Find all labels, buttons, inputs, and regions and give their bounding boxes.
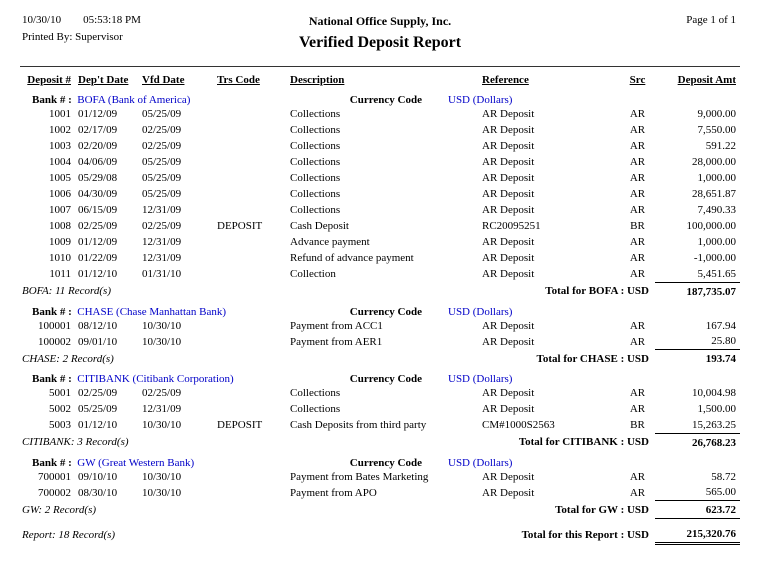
reference: AR Deposit xyxy=(482,172,535,184)
reference: AR Deposit xyxy=(482,108,535,120)
verified-date: 05/25/09 xyxy=(142,172,182,184)
bank-total-amount: 623.72 xyxy=(655,501,740,519)
deposit-row xyxy=(20,266,740,282)
deposit-amount: 167.94 xyxy=(705,319,736,332)
bank-total-amount: 187,735.07 xyxy=(655,282,740,300)
bank-total-label: Total for GW : USD xyxy=(555,504,649,516)
bank-name: CITIBANK (Citibank Corporation) xyxy=(77,373,234,385)
bank-group-header-row xyxy=(20,451,740,469)
deposit-date: 02/25/09 xyxy=(78,220,118,232)
deposit-number: 1003 xyxy=(49,140,71,152)
deposit-number: 1004 xyxy=(49,156,71,168)
deposit-date: 08/30/10 xyxy=(78,486,118,499)
deposit-row xyxy=(20,122,740,138)
print-date: 10/30/10 xyxy=(22,14,62,26)
printed-by: Printed By: Supervisor xyxy=(22,31,123,43)
trs-code xyxy=(215,485,285,501)
bank-cell xyxy=(20,300,285,318)
deposit-amount: 7,550.00 xyxy=(697,124,736,136)
column-header-deposit-amount: Deposit Amt xyxy=(677,74,736,86)
bank-group-footer-row xyxy=(20,350,740,368)
page-header xyxy=(20,12,740,64)
trs-code xyxy=(215,106,285,122)
column-header-deposit-number: Deposit # xyxy=(27,74,71,86)
deposit-date: 04/06/09 xyxy=(78,156,118,168)
source-code: AR xyxy=(629,188,646,200)
report-total-row xyxy=(20,519,740,544)
deposit-number: 1002 xyxy=(49,124,71,136)
trs-code xyxy=(215,250,285,266)
deposit-amount: 5,451.65 xyxy=(697,267,736,280)
deposit-number: 5001 xyxy=(49,387,71,399)
bank-record-count: CHASE: 2 Record(s) xyxy=(22,352,114,365)
description: Collections xyxy=(290,140,341,152)
deposit-date: 02/25/09 xyxy=(78,387,118,399)
currency-value: USD (Dollars) xyxy=(448,305,513,318)
bank-group-header-row xyxy=(20,300,740,318)
deposit-row xyxy=(20,318,740,334)
deposit-row xyxy=(20,106,740,122)
deposit-row xyxy=(20,485,740,501)
deposit-row xyxy=(20,218,740,234)
trs-code xyxy=(215,170,285,186)
source-code: BR xyxy=(630,419,645,431)
report-heading xyxy=(20,14,740,52)
currency-code-label: Currency Code xyxy=(349,305,422,318)
trs-code xyxy=(215,469,285,485)
currency-value: USD (Dollars) xyxy=(448,94,513,106)
verified-date: 12/31/09 xyxy=(142,204,182,216)
page-number: Page 1 of 1 xyxy=(686,14,736,26)
reference: RC20095251 xyxy=(482,220,541,232)
deposit-date: 01/12/10 xyxy=(78,268,118,280)
deposit-number: 1008 xyxy=(49,220,71,232)
deposit-row xyxy=(20,154,740,170)
verified-date: 10/30/10 xyxy=(142,470,182,483)
verified-date: 02/25/09 xyxy=(142,124,182,136)
bank-total-amount: 193.74 xyxy=(655,350,740,368)
source-code: AR xyxy=(629,486,646,499)
bank-name: CHASE (Chase Manhattan Bank) xyxy=(77,305,227,318)
deposit-date: 01/22/09 xyxy=(78,252,118,264)
reference: AR Deposit xyxy=(482,470,535,483)
deposit-amount: 25.80 xyxy=(711,335,736,348)
currency-value: USD (Dollars) xyxy=(448,373,513,385)
bank-record-count: BOFA: 11 Record(s) xyxy=(22,285,111,298)
deposit-row xyxy=(20,401,740,417)
bank-total-label: Total for CHASE : USD xyxy=(536,352,649,365)
trs-code xyxy=(215,401,285,417)
deposit-amount: 565.00 xyxy=(705,486,736,499)
reference: CM#1000S2563 xyxy=(482,419,555,431)
column-header-description: Description xyxy=(290,74,345,86)
reference: AR Deposit xyxy=(482,140,535,152)
spacer-cell xyxy=(620,451,655,469)
deposit-row xyxy=(20,385,740,401)
trs-code xyxy=(215,266,285,282)
print-time: 05:53:18 PM xyxy=(83,14,141,26)
trs-code: DEPOSIT xyxy=(217,419,263,431)
deposit-row xyxy=(20,334,740,350)
description: Collections xyxy=(290,204,341,216)
report-total-amount: 215,320.76 xyxy=(655,519,740,544)
description: Collections xyxy=(290,387,341,399)
deposit-number: 1007 xyxy=(49,204,71,216)
source-code: AR xyxy=(629,140,646,152)
description: Payment from APO xyxy=(290,486,377,499)
trs-code xyxy=(215,186,285,202)
deposit-date: 04/30/09 xyxy=(78,188,118,200)
deposit-row xyxy=(20,138,740,154)
source-code: AR xyxy=(629,387,646,399)
deposit-number: 700002 xyxy=(38,486,71,499)
deposit-date: 01/12/10 xyxy=(78,419,118,431)
bank-total-label: Total for CITIBANK : USD xyxy=(518,436,649,449)
reference: AR Deposit xyxy=(482,188,535,200)
description: Collections xyxy=(290,403,341,415)
spacer-cell xyxy=(655,88,740,106)
deposit-date: 02/20/09 xyxy=(78,140,118,152)
deposit-amount: 1,000.00 xyxy=(697,236,736,248)
deposit-amount: 58.72 xyxy=(711,470,736,483)
currency-value-cell xyxy=(448,367,620,385)
deposit-row xyxy=(20,170,740,186)
deposit-amount: 10,004.98 xyxy=(692,387,736,399)
source-code: AR xyxy=(629,335,646,348)
report-total-label: Total for this Report : USD xyxy=(521,528,649,541)
reference: AR Deposit xyxy=(482,486,535,499)
deposit-amount: 1,500.00 xyxy=(697,403,736,415)
verified-date: 05/25/09 xyxy=(142,156,182,168)
deposit-row xyxy=(20,469,740,485)
currency-code-label: Currency Code xyxy=(349,456,422,469)
description: Cash Deposit xyxy=(290,220,349,232)
deposit-row xyxy=(20,250,740,266)
deposit-row xyxy=(20,417,740,433)
deposit-amount: 591.22 xyxy=(705,140,736,152)
bank-group-footer-row xyxy=(20,282,740,300)
spacer-cell xyxy=(655,367,740,385)
trs-code xyxy=(215,154,285,170)
verified-date: 02/25/09 xyxy=(142,220,182,232)
reference: AR Deposit xyxy=(482,387,535,399)
source-code: AR xyxy=(629,156,646,168)
verified-date: 01/31/10 xyxy=(142,268,182,280)
report-title: Verified Deposit Report xyxy=(298,34,462,51)
spacer-cell xyxy=(655,451,740,469)
source-code: AR xyxy=(629,172,646,184)
deposit-date: 08/12/10 xyxy=(78,319,118,332)
spacer-cell xyxy=(620,300,655,318)
deposit-number: 1009 xyxy=(49,236,71,248)
column-header-trs-code: Trs Code xyxy=(217,74,260,86)
deposit-amount: 100,000.00 xyxy=(686,220,736,232)
source-code: AR xyxy=(629,470,646,483)
reference: AR Deposit xyxy=(482,236,535,248)
currency-value-cell xyxy=(448,88,620,106)
spacer-cell xyxy=(620,367,655,385)
deposit-amount: 28,651.87 xyxy=(692,188,736,200)
description: Cash Deposits from third party xyxy=(290,419,427,431)
trs-code xyxy=(215,385,285,401)
source-code: AR xyxy=(629,204,646,216)
verified-date: 10/30/10 xyxy=(142,319,182,332)
description: Payment from Bates Marketing xyxy=(290,470,429,483)
currency-code-label: Currency Code xyxy=(349,94,422,106)
bank-group-footer-row xyxy=(20,433,740,451)
verified-date: 12/31/09 xyxy=(142,403,182,415)
bank-total-amount: 26,768.23 xyxy=(655,433,740,451)
description: Collections xyxy=(290,188,341,200)
reference: AR Deposit xyxy=(482,124,535,136)
reference: AR Deposit xyxy=(482,156,535,168)
source-code: AR xyxy=(629,124,646,136)
deposit-date: 01/12/09 xyxy=(78,236,118,248)
bank-name: GW (Great Western Bank) xyxy=(77,456,195,469)
deposit-number: 1010 xyxy=(49,252,71,264)
reference: AR Deposit xyxy=(482,335,535,348)
bank-number-label: Bank # : xyxy=(32,456,72,469)
reference: AR Deposit xyxy=(482,268,535,280)
source-code: AR xyxy=(629,268,646,280)
deposit-amount: 15,263.25 xyxy=(692,418,736,431)
deposit-amount: 1,000.00 xyxy=(697,172,736,184)
trs-code xyxy=(215,334,285,350)
deposit-date: 09/10/10 xyxy=(78,470,118,483)
verified-date: 10/30/10 xyxy=(142,335,182,348)
spacer-cell xyxy=(655,300,740,318)
verified-date: 10/30/10 xyxy=(142,419,182,431)
trs-code xyxy=(215,202,285,218)
bank-total-label: Total for BOFA : USD xyxy=(545,285,649,298)
currency-value: USD (Dollars) xyxy=(448,456,513,469)
deposit-amount: -1,000.00 xyxy=(693,252,736,264)
deposit-number: 1005 xyxy=(49,172,71,184)
currency-code-label: Currency Code xyxy=(349,373,422,385)
deposit-date: 01/12/09 xyxy=(78,108,118,120)
deposit-date: 05/25/09 xyxy=(78,403,118,415)
reference: AR Deposit xyxy=(482,252,535,264)
bank-name: BOFA (Bank of America) xyxy=(77,94,191,106)
description: Collections xyxy=(290,172,341,184)
deposit-table xyxy=(20,70,740,545)
bank-cell xyxy=(20,451,285,469)
source-code: BR xyxy=(630,220,645,232)
deposit-date: 02/17/09 xyxy=(78,124,118,136)
deposit-number: 1006 xyxy=(49,188,71,200)
description: Collections xyxy=(290,124,341,136)
verified-date: 12/31/09 xyxy=(142,252,182,264)
currency-value-cell xyxy=(448,300,620,318)
source-code: AR xyxy=(629,236,646,248)
bank-cell xyxy=(20,88,285,106)
verified-date: 05/25/09 xyxy=(142,188,182,200)
column-header-source: Src xyxy=(629,74,646,86)
deposit-number: 100001 xyxy=(38,319,71,332)
column-header-verified-date: Vfd Date xyxy=(142,74,185,86)
column-header-deposit-date: Dep't Date xyxy=(78,74,129,86)
spacer-cell xyxy=(620,88,655,106)
verified-date: 10/30/10 xyxy=(142,486,182,499)
deposit-number: 100002 xyxy=(38,335,71,348)
deposit-number: 1001 xyxy=(49,108,71,120)
deposit-row xyxy=(20,234,740,250)
bank-group-footer-row xyxy=(20,501,740,519)
verified-date: 05/25/09 xyxy=(142,108,182,120)
deposit-row xyxy=(20,202,740,218)
deposit-number: 1011 xyxy=(49,268,71,280)
description: Collections xyxy=(290,108,341,120)
deposit-date: 09/01/10 xyxy=(78,335,118,348)
trs-code: DEPOSIT xyxy=(217,220,263,232)
trs-code xyxy=(215,318,285,334)
deposit-number: 5002 xyxy=(49,403,71,415)
deposit-row xyxy=(20,186,740,202)
verified-date: 02/25/09 xyxy=(142,387,182,399)
source-code: AR xyxy=(629,108,646,120)
deposit-amount: 7,490.33 xyxy=(697,204,736,216)
deposit-number: 700001 xyxy=(38,470,71,483)
column-header-reference: Reference xyxy=(482,74,529,86)
bank-number-label: Bank # : xyxy=(32,373,72,385)
verified-date: 02/25/09 xyxy=(142,140,182,152)
description: Refund of advance payment xyxy=(290,252,414,264)
header-divider xyxy=(20,66,740,67)
description: Payment from AER1 xyxy=(290,335,383,348)
currency-value-cell xyxy=(448,451,620,469)
bank-group-header-row xyxy=(20,88,740,106)
reference: AR Deposit xyxy=(482,204,535,216)
trs-code xyxy=(215,122,285,138)
description: Collections xyxy=(290,156,341,168)
source-code: AR xyxy=(629,252,646,264)
deposit-date: 06/15/09 xyxy=(78,204,118,216)
deposit-amount: 28,000.00 xyxy=(692,156,736,168)
description: Payment from ACC1 xyxy=(290,319,383,332)
bank-group-header-row xyxy=(20,367,740,385)
bank-record-count: CITIBANK: 3 Record(s) xyxy=(22,436,129,449)
reference: AR Deposit xyxy=(482,403,535,415)
trs-code xyxy=(215,138,285,154)
bank-number-label: Bank # : xyxy=(32,305,72,318)
description: Advance payment xyxy=(290,236,370,248)
deposit-number: 5003 xyxy=(49,419,71,431)
bank-number-label: Bank # : xyxy=(32,94,72,106)
source-code: AR xyxy=(629,403,646,415)
trs-code xyxy=(215,234,285,250)
bank-cell xyxy=(20,367,285,385)
verified-date: 12/31/09 xyxy=(142,236,182,248)
deposit-amount: 9,000.00 xyxy=(697,108,736,120)
company-name: National Office Supply, Inc. xyxy=(308,14,452,28)
source-code: AR xyxy=(629,319,646,332)
bank-record-count: GW: 2 Record(s) xyxy=(22,504,97,516)
deposit-date: 05/29/08 xyxy=(78,172,118,184)
description: Collection xyxy=(290,268,336,280)
report-record-count: Report: 18 Record(s) xyxy=(22,528,116,541)
reference: AR Deposit xyxy=(482,319,535,332)
column-header-row xyxy=(20,70,740,88)
